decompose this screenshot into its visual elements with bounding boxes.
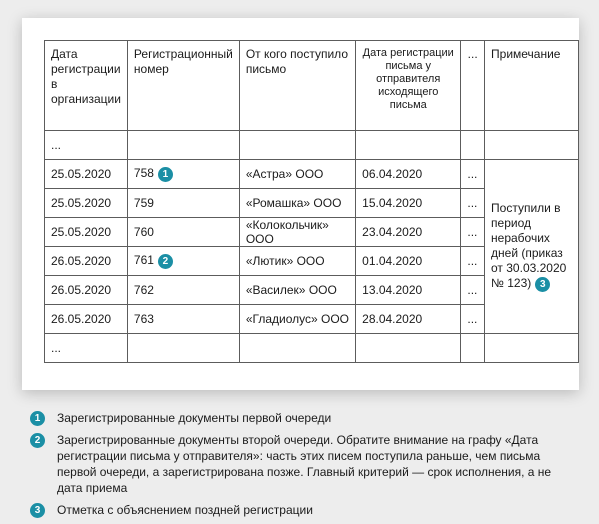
sender-cell: «Астра» ООО: [239, 160, 355, 189]
sender-date-cell: 28.04.2020: [356, 305, 461, 334]
header-reg-number: Регистрационный номер: [127, 41, 239, 131]
gap-cell: ...: [461, 189, 485, 218]
sender-date-cell: 06.04.2020: [356, 160, 461, 189]
org-date-cell: 26.05.2020: [45, 247, 128, 276]
org-date-cell: 26.05.2020: [45, 276, 128, 305]
sender-date-cell: 01.04.2020: [356, 247, 461, 276]
reg-number-cell: 759: [127, 189, 239, 218]
note-text: Поступили в период нерабочих дней (приказ от 30.03.2020 № 123): [491, 201, 567, 291]
legend-item: [30, 432, 575, 496]
callout-legend: [30, 410, 575, 524]
org-date-cell: 25.05.2020: [45, 160, 128, 189]
reg-number-cell: 761 2: [127, 247, 239, 276]
reg-number-cell: 762: [127, 276, 239, 305]
legend-text: Зарегистрированные документы второй очереди. Обратите внимание на графу «Дата регистрации письма у отправителя»: часть этих писем поступила раньше, чем письма первой очереди, а зарегистрирована позже. Главный критерий — срок исполнения, а не дата приема: [57, 433, 552, 495]
ellipsis-row-top: [45, 131, 579, 160]
registration-table: [44, 40, 579, 363]
gap-cell: ...: [461, 247, 485, 276]
legend-item: [30, 502, 575, 518]
callout-badge: 1: [30, 411, 45, 426]
gap-cell: ...: [461, 276, 485, 305]
sender-cell: «Гладиолус» ООО: [239, 305, 355, 334]
legend-text: Зарегистрированные документы первой очереди: [57, 411, 332, 425]
legend-item: [30, 410, 575, 426]
callout-badge: 3: [30, 503, 45, 518]
header-sender: От кого поступило письмо: [239, 41, 355, 131]
reg-number-cell: 758 1: [127, 160, 239, 189]
header-org-date: Дата регистрации в организации: [45, 41, 128, 131]
reg-number-cell: 760: [127, 218, 239, 247]
table-header-row: [45, 41, 579, 131]
note-cell: [485, 160, 579, 334]
org-date-cell: 26.05.2020: [45, 305, 128, 334]
header-sender-date: Дата регистрации письма у отправителя исходящего письма: [356, 41, 461, 131]
header-note: Примечание: [485, 41, 579, 131]
ellipsis-cell: ...: [45, 334, 128, 363]
sender-date-cell: 23.04.2020: [356, 218, 461, 247]
sender-cell: «Лютик» ООО: [239, 247, 355, 276]
callout-badge: 2: [158, 254, 173, 269]
table-row: [45, 160, 579, 189]
ellipsis-row-bottom: [45, 334, 579, 363]
sender-date-cell: 15.04.2020: [356, 189, 461, 218]
gap-cell: ...: [461, 305, 485, 334]
header-gap: ...: [461, 41, 485, 131]
callout-badge: 1: [158, 167, 173, 182]
sender-cell: «Василек» ООО: [239, 276, 355, 305]
sender-cell: «Ромашка» ООО: [239, 189, 355, 218]
ellipsis-cell: ...: [45, 131, 128, 160]
gap-cell: ...: [461, 160, 485, 189]
org-date-cell: 25.05.2020: [45, 218, 128, 247]
callout-badge: 3: [535, 277, 550, 292]
callout-badge: 2: [30, 433, 45, 448]
gap-cell: ...: [461, 218, 485, 247]
document-sheet: [22, 18, 579, 390]
reg-number-cell: 763: [127, 305, 239, 334]
legend-text: Отметка с объяснением поздней регистрации: [57, 503, 313, 517]
org-date-cell: 25.05.2020: [45, 189, 128, 218]
sender-cell: «Колокольчик» ООО: [239, 218, 355, 247]
sender-date-cell: 13.04.2020: [356, 276, 461, 305]
